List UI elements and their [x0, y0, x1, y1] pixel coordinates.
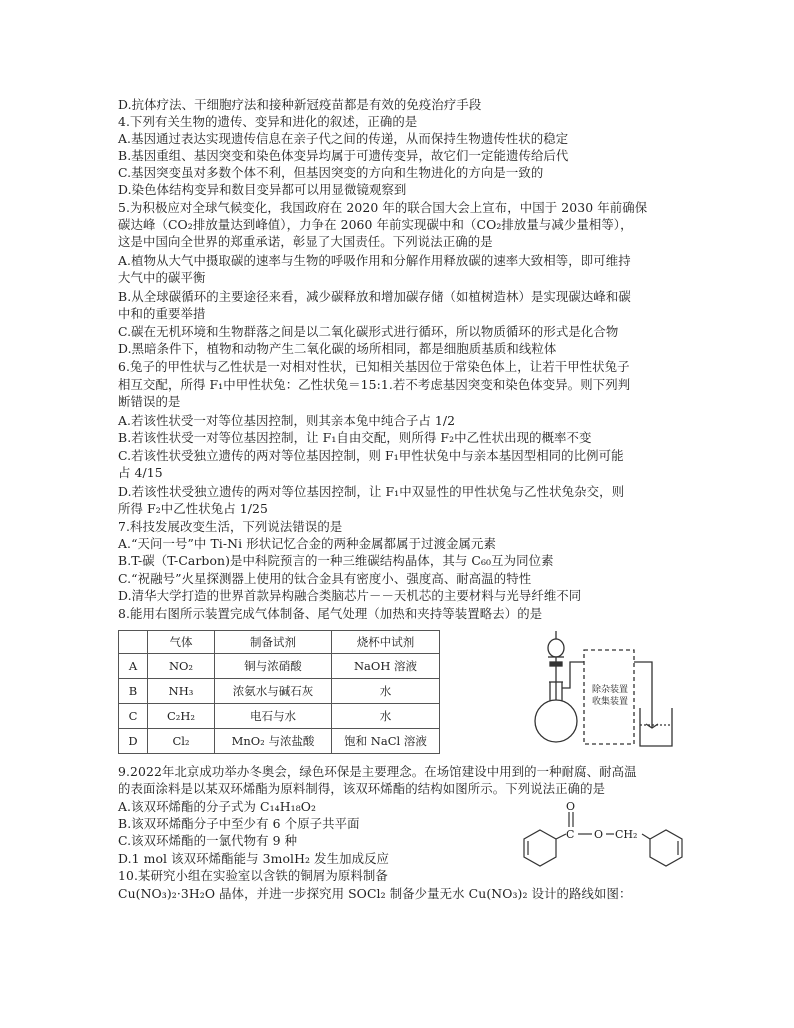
- question-9-stem: 9.2022年北京成功举办冬奥会，绿色环保是主要理念。在场馆建设中用到的一种耐腐、耐高温: [118, 764, 637, 779]
- option-line: A.若该性状受一对等位基因控制，则其亲本兔中纯合子占 1/2: [118, 413, 456, 428]
- table-cell: 铜与浓硝酸: [215, 654, 332, 679]
- struct-atom-label: CH₂: [615, 828, 638, 841]
- option-line: C.该双环烯酯的一氯代物有 9 种: [118, 833, 298, 848]
- option-line: D.若该性状受独立遗传的两对等位基因控制，让 F₁中双显性的甲性状兔与乙性状兔杂交，则: [118, 484, 625, 499]
- apparatus-label: 除杂装置: [592, 685, 629, 695]
- table-cell: NO₂: [148, 654, 215, 679]
- text-line: 中和的重要举措: [118, 306, 206, 321]
- table-cell: D: [119, 729, 148, 754]
- question-7-stem: 7.科技发展改变生活，下列说法错误的是: [118, 519, 343, 534]
- text-line: 这是中国向全世界的郑重承诺，彰显了大国责任。下列说法正确的是: [118, 234, 493, 249]
- struct-atom-label: C: [566, 828, 575, 841]
- struct-atom-label: O: [594, 828, 604, 841]
- table-cell: 水: [332, 704, 440, 729]
- table-cell: B: [119, 679, 148, 704]
- text-line: D.抗体疗法、干细胞疗法和接种新冠疫苗都是有效的免疫治疗手段: [118, 97, 482, 112]
- cyclohexene-ring-left: [524, 830, 556, 866]
- beaker: [640, 708, 672, 746]
- table-cell: NH₃: [148, 679, 215, 704]
- question-6-stem: 6.兔子的甲性状与乙性状是一对相对性状，已知相关基因位于常染色体上，让若干甲性状兔子: [118, 359, 630, 374]
- option-line: D.黑暗条件下，植物和动物产生二氧化碳的场所相同，都是细胞质基质和线粒体: [118, 341, 557, 356]
- cyclohexene-ring-right: [650, 830, 682, 866]
- text-line: 占 4/15: [118, 465, 163, 480]
- table-header: [119, 631, 148, 654]
- text-line: 断错误的是: [118, 394, 181, 409]
- table-row: [119, 654, 440, 679]
- table-cell: Cl₂: [148, 729, 215, 754]
- table-cell: 饱和 NaCl 溶液: [332, 729, 440, 754]
- struct-atom-label: O: [566, 800, 576, 813]
- apparatus-label: 收集装置: [592, 697, 629, 707]
- table-cell: 浓氨水与碱石灰: [215, 679, 332, 704]
- option-line: D.染色体结构变异和数目变异都可以用显微镜观察到: [118, 182, 407, 197]
- table-header: 制备试剂: [215, 631, 332, 654]
- option-line: C.基因突变虽对多数个体不利，但基因突变的方向和生物进化的方向是一致的: [118, 165, 544, 180]
- text-line: 碳达峰（CO₂排放量达到峰值），力争在 2060 年前实现碳中和（CO₂排放量与减少量相等），: [118, 217, 633, 232]
- text-line: Cu(NO₃)₂·3H₂O 晶体，并进一步探究用 SOCl₂ 制备少量无水 Cu(NO₃)₂ 设计的路线如图：: [118, 886, 632, 901]
- table-header: 烧杯中试剂: [332, 631, 440, 654]
- option-line: C.碳在无机环境和生物群落之间是以二氧化碳形式进行循环，所以物质循环的形式是化合物: [118, 324, 619, 339]
- funnel-bulb: [548, 639, 564, 657]
- option-line: B.T-碳（T-Carbon)是中科院预言的一种三维碳结构晶体，其与 C₆₀互为同位素: [118, 553, 554, 568]
- option-line: A.植物从大气中摄取碳的速率与生物的呼吸作用和分解作用释放碳的速率大致相等，即可维持: [118, 253, 631, 268]
- table-cell: 电石与水: [215, 704, 332, 729]
- option-line: B.若该性状受一对等位基因控制，让 F₁自由交配，则所得 F₂中乙性状出现的概率不变: [118, 430, 592, 445]
- option-line: B.基因重组、基因突变和染色体变异均属于可遗传变异，故它们一定能遗传给后代: [118, 148, 569, 163]
- gas-apparatus-diagram: [522, 628, 712, 752]
- option-line: D.1 mol 该双环烯酯能与 3molH₂ 发生加成反应: [118, 851, 390, 866]
- option-line: B.从全球碳循环的主要途径来看，减少碳释放和增加碳存储（如植树造林）是实现碳达峰和碳: [118, 289, 631, 304]
- text-line: 的表面涂料是以某双环烯酯为原料制得，该双环烯酯的结构如图所示。下列说法正确的是: [118, 781, 606, 796]
- text-line: 相互交配，所得 F₁中甲性状兔：乙性状兔＝15:1.若不考虑基因突变和染色体变异。则下列判: [118, 377, 631, 392]
- question-10-stem: 10.某研究小组在实验室以含铁的铜屑为原料制备: [118, 868, 388, 883]
- round-bottom-flask: [535, 700, 577, 742]
- question-4-stem: 4.下列有关生物的遗传、变异和进化的叙述，正确的是: [118, 114, 418, 129]
- question-5-stem: 5.为积极应对全球气候变化，我国政府在 2020 年的联合国大会上宣布，中国于 2030 年前确保: [118, 200, 648, 215]
- option-line: A.“天问一号”中 Ti-Ni 形状记忆合金的两种金属都属于过渡金属元素: [118, 536, 497, 551]
- table-cell: A: [119, 654, 148, 679]
- table-row: [119, 704, 440, 729]
- table-row: [119, 679, 440, 704]
- table-cell: C₂H₂: [148, 704, 215, 729]
- option-line: D.清华大学打造的世界首款异构融合类脑芯片－－天机芯的主要材料与光导纤维不同: [118, 588, 582, 603]
- table-cell: 水: [332, 679, 440, 704]
- option-line: A.基因通过表达实现遗传信息在亲子代之间的传递，从而保持生物遗传性状的稳定: [118, 131, 569, 146]
- question-8-stem: 8.能用右图所示装置完成气体制备、尾气处理（加热和夹持等装置略去）的是: [118, 606, 543, 621]
- table-cell: MnO₂ 与浓盐酸: [215, 729, 332, 754]
- stopcock: [550, 662, 562, 666]
- gas-reagent-table: [118, 630, 440, 754]
- table-header: 气体: [148, 631, 215, 654]
- table-header-row: [119, 631, 440, 654]
- ester-structure-diagram: [500, 800, 700, 870]
- table-row: [119, 729, 440, 754]
- text-line: 所得 F₂中乙性状兔占 1/25: [118, 501, 268, 516]
- option-line: C.若该性状受独立遗传的两对等位基因控制，则 F₁甲性状兔中与亲本基因型相同的比例可能: [118, 448, 624, 463]
- table-cell: C: [119, 704, 148, 729]
- text-line: 大气中的碳平衡: [118, 270, 206, 285]
- option-line: C.“祝融号”火星探测器上使用的钛合金具有密度小、强度高、耐高温的特性: [118, 571, 532, 586]
- table-cell: NaOH 溶液: [332, 654, 440, 679]
- option-line: A.该双环烯酯的分子式为 C₁₄H₁₈O₂: [118, 799, 317, 814]
- option-line: B.该双环烯酯分子中至少有 6 个原子共平面: [118, 816, 360, 831]
